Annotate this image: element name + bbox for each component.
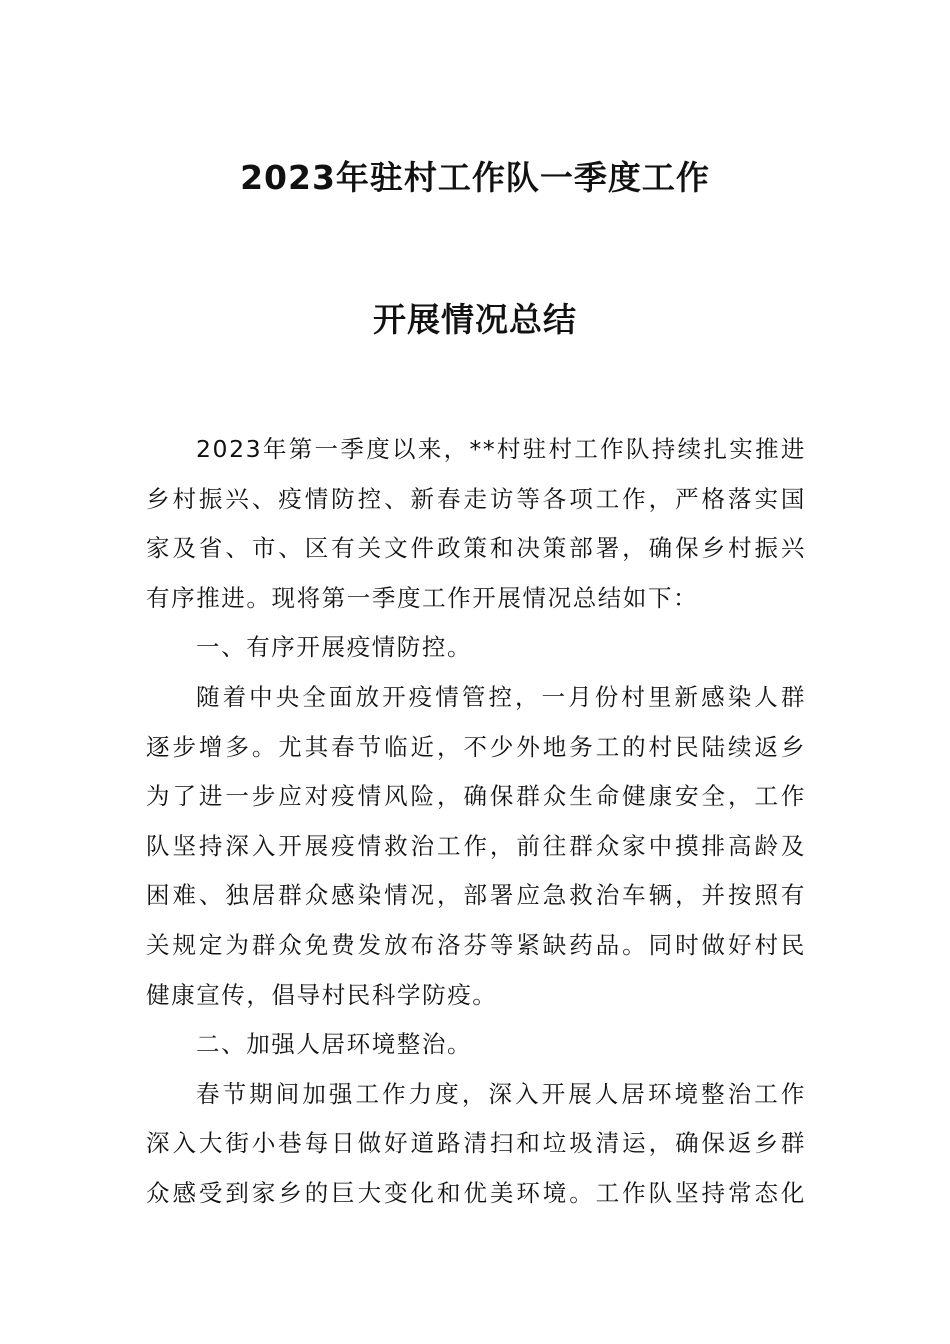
document-title-line-2: 开展情况总结	[373, 300, 577, 339]
paragraph-intro-line: 有序推进。现将第一季度工作开展情况总结如下：	[146, 583, 699, 612]
paragraph-environment-line: 深入大街小巷每日做好道路清扫和垃圾清运，确保返乡群	[146, 1129, 806, 1158]
paragraph-epidemic-line: 关规定为群众免费发放布洛芬等紧缺药品。同时做好村民	[146, 930, 806, 959]
paragraph-epidemic-line: 随着中央全面放开疫情管控，一月份村里新感染人群	[196, 682, 806, 711]
paragraph-intro-line: 2023年第一季度以来，**村驻村工作队持续扎实推进	[196, 435, 806, 463]
document-body	[146, 425, 806, 1219]
paragraph-epidemic-line: 逐步增多。尤其春节临近，不少外地务工的村民陆续返乡	[146, 732, 806, 761]
section-heading-2: 二、加强人居环境整治。	[196, 1030, 473, 1059]
paragraph-epidemic-line: 健康宣传，倡导村民科学防疫。	[146, 980, 498, 1009]
section-heading-1: 一、有序开展疫情防控。	[196, 633, 473, 662]
paragraph-intro-line: 乡村振兴、疫情防控、新春走访等各项工作，严格落实国	[146, 484, 806, 513]
paragraph-environment-line: 众感受到家乡的巨大变化和优美环境。工作队坚持常态化	[146, 1178, 806, 1207]
paragraph-environment-line: 春节期间加强工作力度，深入开展人居环境整治工作	[196, 1079, 806, 1108]
paragraph-epidemic-line: 为了进一步应对疫情风险，确保群众生命健康安全，工作	[146, 782, 806, 811]
paragraph-epidemic-line: 困难、独居群众感染情况，部署应急救治车辆，并按照有	[146, 881, 806, 910]
paragraph-intro-line: 家及省、市、区有关文件政策和决策部署，确保乡村振兴	[146, 534, 806, 563]
paragraph-epidemic-line: 队坚持深入开展疫情救治工作，前往群众家中摸排高龄及	[146, 831, 806, 860]
document-title-line-1: 2023年驻村工作队一季度工作	[240, 158, 710, 197]
